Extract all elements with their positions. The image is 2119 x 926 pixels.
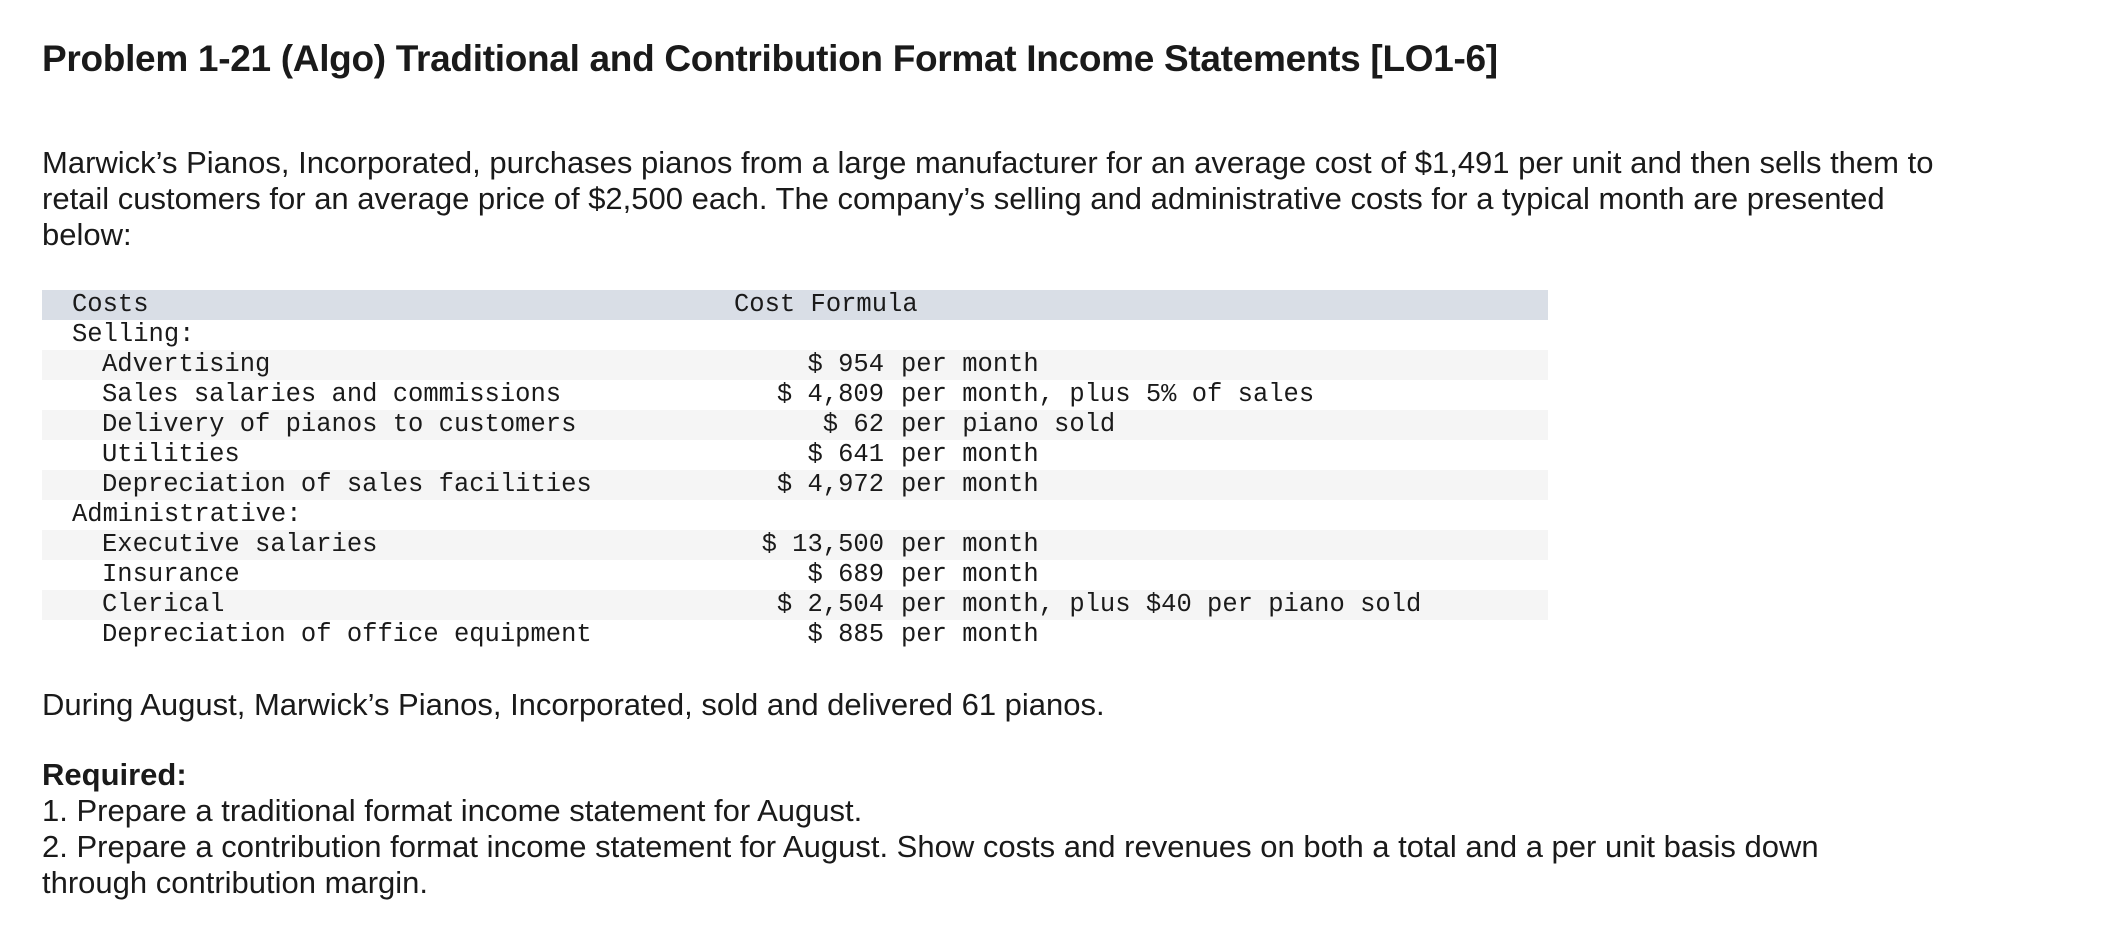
cost-amount: $ 13,500	[761, 530, 884, 559]
cost-formula: per month	[901, 620, 1039, 649]
cost-amount: $ 4,972	[776, 470, 884, 499]
cost-amount: $ 954	[807, 350, 884, 379]
costs-column-header: Costs	[72, 290, 149, 319]
cost-label: Clerical	[102, 590, 225, 619]
cost-label: Delivery of pianos to customers	[102, 410, 577, 439]
cost-formula: per month	[901, 350, 1039, 379]
cost-amount: $ 641	[807, 440, 884, 469]
cost-amount: $ 2,504	[776, 590, 884, 619]
cost-formula: per month	[901, 530, 1039, 559]
table-row	[42, 560, 1548, 590]
required-item: 1. Prepare a traditional format income statement for August.	[42, 793, 863, 828]
table-row	[42, 620, 1548, 650]
cost-amount: $ 4,809	[776, 380, 884, 409]
cost-amount: $ 885	[807, 620, 884, 649]
table-row	[42, 470, 1548, 500]
table-row	[42, 380, 1548, 410]
cost-formula-column-header: Cost Formula	[734, 290, 918, 319]
cost-label: Utilities	[102, 440, 240, 469]
selling-section-row	[42, 320, 1548, 350]
selling-section-label: Selling:	[72, 320, 195, 349]
cost-formula: per month, plus 5% of sales	[901, 380, 1315, 409]
cost-table-header	[42, 290, 1548, 320]
cost-formula: per piano sold	[901, 410, 1116, 439]
cost-formula: per month	[901, 560, 1039, 589]
problem-intro: Marwick’s Pianos, Incorporated, purchases pianos from a large manufacturer for an average cost of $1,491 per unit and then sells them to retail customers for an average price of $2,500 each. The company’s selling and administrative costs for a typical month are presented below:	[42, 145, 1934, 252]
required-item-continuation: through contribution margin.	[42, 865, 429, 900]
cost-label: Depreciation of sales facilities	[102, 470, 592, 499]
cost-label: Depreciation of office equipment	[102, 620, 592, 649]
cost-formula: per month, plus $40 per piano sold	[901, 590, 1422, 619]
problem-title: Problem 1-21 (Algo) Traditional and Contribution Format Income Statements [LO1-6]	[42, 38, 1498, 79]
table-row	[42, 530, 1548, 560]
required-heading: Required:	[42, 757, 187, 792]
required-item: 2. Prepare a contribution format income statement for August. Show costs and revenues on both a total and a per unit basis down	[42, 829, 1819, 864]
table-row	[42, 350, 1548, 380]
administrative-section-row	[42, 500, 1548, 530]
august-sales-note: During August, Marwick’s Pianos, Incorporated, sold and delivered 61 pianos.	[42, 687, 1105, 722]
table-row	[42, 590, 1548, 620]
cost-amount: $ 62	[822, 410, 884, 439]
administrative-section-label: Administrative:	[72, 500, 302, 529]
cost-table	[42, 290, 1548, 650]
cost-label: Executive salaries	[102, 530, 378, 559]
cost-label: Sales salaries and commissions	[102, 380, 562, 409]
cost-label: Insurance	[102, 560, 240, 589]
cost-formula: per month	[901, 440, 1039, 469]
cost-formula: per month	[901, 470, 1039, 499]
cost-label: Advertising	[102, 350, 271, 379]
table-row	[42, 440, 1548, 470]
cost-amount: $ 689	[807, 560, 884, 589]
table-row	[42, 410, 1548, 440]
